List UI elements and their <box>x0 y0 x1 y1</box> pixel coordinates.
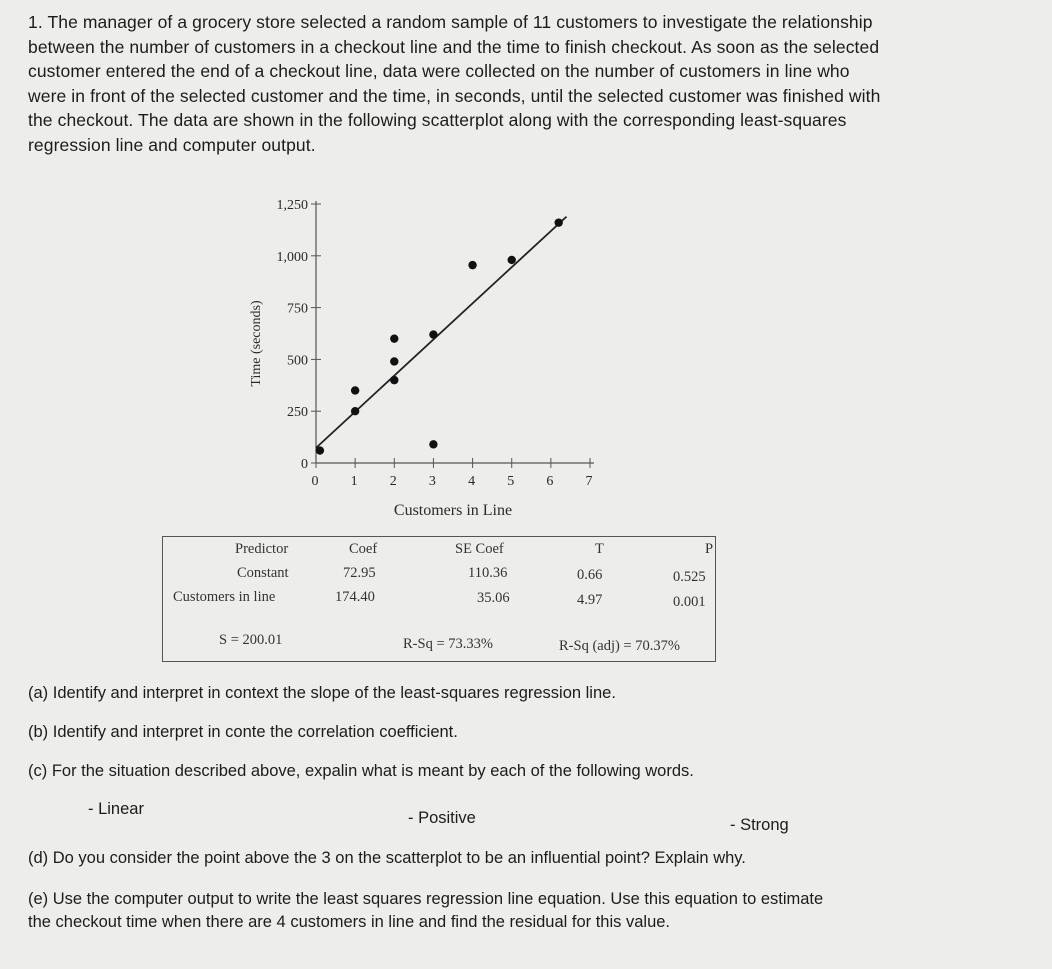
row-constant-t: 0.66 <box>577 567 603 583</box>
row-constant-coef: 72.95 <box>343 565 376 581</box>
row-constant-p: 0.525 <box>673 569 706 585</box>
row-customers-t: 4.97 <box>577 592 603 608</box>
y-tick-label: 500 <box>287 353 308 369</box>
y-tick-label: 1,250 <box>276 198 308 213</box>
r-sq-adj-value: R-Sq (adj) = 70.37% <box>559 638 680 654</box>
x-tick-label: 3 <box>428 474 436 489</box>
s-value: S = 200.01 <box>219 632 283 648</box>
header-predictor: Predictor <box>235 541 289 557</box>
intro-line: the checkout. The data are shown in the following scatterplot along with the corresponding least-squares <box>28 110 847 130</box>
problem-statement <box>28 10 1028 157</box>
data-point <box>468 261 476 269</box>
question-e-line: (e) Use the computer output to write the least squares regression line equation. Use this equation to estimate <box>28 890 824 908</box>
question-a: (a) Identify and interpret in context the slope of the least-squares regression line. <box>28 684 616 702</box>
header-se-coef: SE Coef <box>455 541 504 557</box>
question-c: (c) For the situation described above, expalin what is meant by each of the following words. <box>28 762 694 780</box>
y-axis-label: Time (seconds) <box>249 300 264 387</box>
data-point <box>390 376 398 384</box>
intro-line: between the number of customers in a checkout line and the time to finish checkout. As soon as the selected <box>28 36 880 57</box>
y-tick-label: 0 <box>301 457 308 472</box>
x-tick-label: 1 <box>350 474 358 489</box>
word-positive: - Positive <box>408 809 476 827</box>
row-customers-p: 0.001 <box>673 594 706 610</box>
x-axis-label: Customers in Line <box>393 502 513 519</box>
intro-line: were in front of the selected customer and the time, in seconds, until the selected customer was finished with <box>28 85 881 106</box>
data-point <box>508 256 516 264</box>
data-point <box>429 440 437 448</box>
r-sq-value: R-Sq = 73.33% <box>403 636 493 652</box>
row-customers-coef: 174.40 <box>335 589 375 605</box>
y-tick-label: 1,000 <box>276 249 308 265</box>
x-tick-label: 6 <box>546 474 554 489</box>
row-constant-se: 110.36 <box>468 565 508 581</box>
word-strong: - Strong <box>730 816 789 834</box>
row-customers-se: 35.06 <box>477 590 510 606</box>
row-customers-predictor: Customers in line <box>173 589 276 605</box>
data-point <box>316 446 324 454</box>
row-constant-predictor: Constant <box>237 565 289 581</box>
y-tick-label: 750 <box>287 301 308 317</box>
intro-line: customer entered the end of a checkout line, data were collected on the number of customers in line who <box>28 61 850 81</box>
question-e <box>28 888 823 934</box>
data-point <box>390 334 398 342</box>
x-tick-label: 2 <box>389 474 397 489</box>
question-d: (d) Do you consider the point above the 3 on the scatterplot to be an influential point? Explain why. <box>28 849 746 867</box>
header-t: T <box>595 541 604 557</box>
regression-output-table <box>162 536 716 662</box>
x-tick-label: 0 <box>311 474 319 489</box>
header-p: P <box>705 541 714 557</box>
intro-line: regression line and computer output. <box>28 134 316 155</box>
data-point <box>351 407 359 415</box>
x-tick-label: 4 <box>468 474 476 489</box>
data-point <box>554 218 562 226</box>
y-tick-label: 250 <box>287 405 308 421</box>
x-tick-label: 7 <box>585 474 593 489</box>
data-point <box>429 330 437 338</box>
x-tick-label: 5 <box>507 474 515 489</box>
data-point <box>390 357 398 365</box>
question-e-line: the checkout time when there are 4 customers in line and find the residual for this value. <box>28 913 671 931</box>
data-point <box>351 386 359 394</box>
intro-line: 1. The manager of a grocery store selected a random sample of 11 customers to investigate the relationship <box>28 12 873 32</box>
word-linear: - Linear <box>88 800 144 818</box>
scatterplot <box>236 190 616 530</box>
header-coef: Coef <box>349 541 378 557</box>
question-b: (b) Identify and interpret in conte the correlation coefficient. <box>28 723 458 741</box>
